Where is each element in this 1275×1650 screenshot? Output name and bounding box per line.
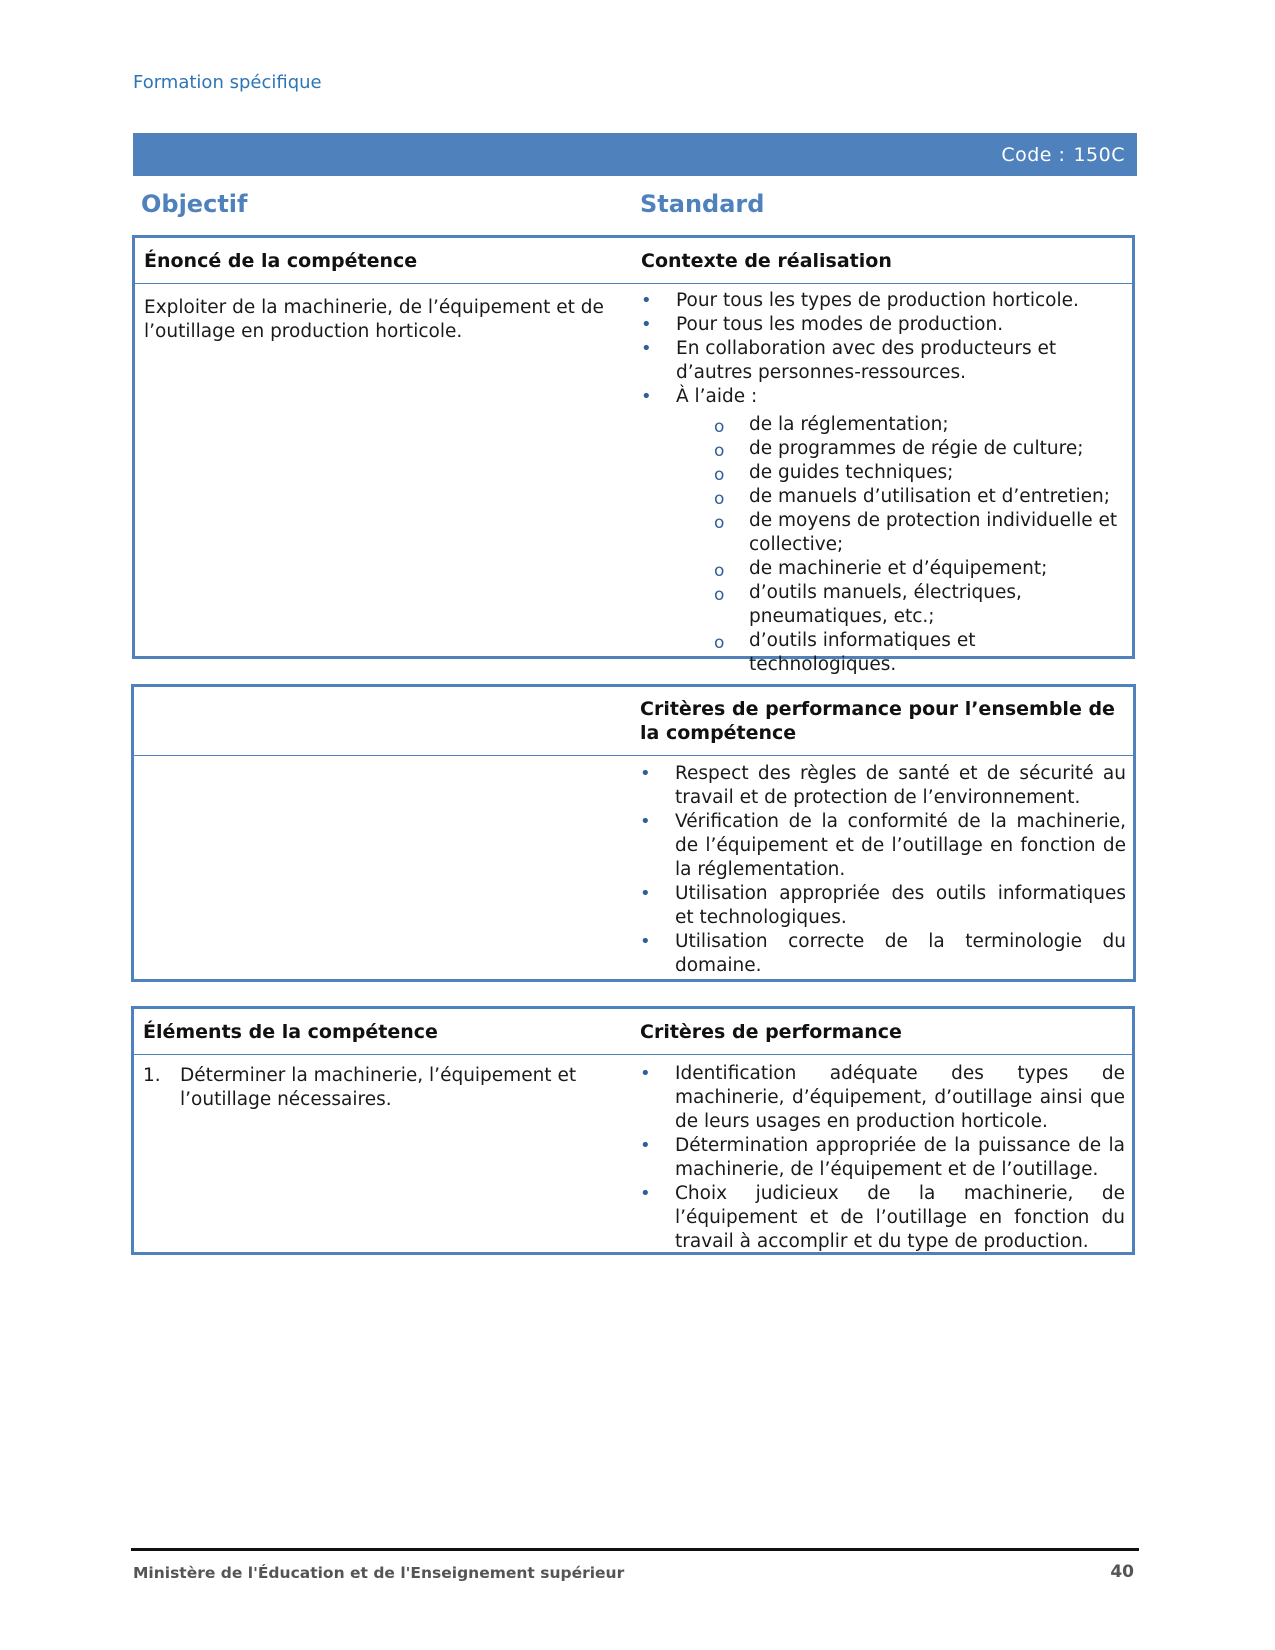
- context-list-cell: [633, 289, 1132, 677]
- section-title-standard: Standard: [640, 190, 765, 218]
- circle-bullet-icon: o: [714, 633, 725, 653]
- empty-cell: [134, 762, 632, 978]
- overall-criteria-cell: [632, 762, 1133, 978]
- list-item: • Pour tous les types de production horticole.: [641, 289, 1125, 313]
- sub-list-item: o de la réglementation;: [714, 414, 949, 437]
- aide-sublist: [676, 413, 1125, 677]
- list-item: • Choix judicieux de la machinerie, de l’équipement et de l’outillage en fonction du travail à accomplir et du type de production.: [640, 1182, 1125, 1254]
- competence-statement-table: [132, 235, 1135, 675]
- sub-list-item: o de guides techniques;: [714, 462, 954, 485]
- list-item: • Identification adéquate des types de machinerie, d’équipement, d’outillage ainsi que de leurs usages en production horticole.: [640, 1062, 1125, 1134]
- competence-statement: Exploiter de la machinerie, de l’équipement et de l’outillage en production horticole.: [144, 297, 604, 342]
- context-heading: Contexte de réalisation: [641, 249, 892, 272]
- overall-criteria-list: [640, 762, 1126, 978]
- circle-bullet-icon: o: [714, 417, 725, 437]
- circle-bullet-icon: o: [714, 561, 725, 581]
- overall-criteria-heading: Critères de performance pour l’ensemble de la compétence: [640, 698, 1115, 744]
- list-item: 1. Déterminer la machinerie, l’équipement et l’outillage nécessaires.: [143, 1065, 577, 1110]
- circle-bullet-icon: o: [714, 489, 725, 509]
- circle-bullet-icon: o: [714, 441, 725, 461]
- elements-heading: Éléments de la compétence: [143, 1020, 438, 1043]
- page-number: 40: [1110, 1562, 1134, 1582]
- table-body-row: [135, 284, 1132, 677]
- statement-heading: Énoncé de la compétence: [144, 249, 418, 272]
- list-item: • Utilisation appropriée des outils informatiques et technologiques.: [640, 882, 1126, 930]
- footer-publisher: Ministère de l'Éducation et de l'Enseignement supérieur: [133, 1564, 625, 1582]
- criteria-list: [640, 1062, 1125, 1254]
- aide-label: À l’aide :: [676, 386, 758, 407]
- list-item: • Utilisation correcte de la terminologie du domaine.: [640, 930, 1126, 978]
- table-body-row: [134, 756, 1133, 978]
- code-label: Code :: [1001, 143, 1066, 166]
- sub-list-item: o de moyens de protection individuelle et collective;: [714, 510, 1118, 555]
- list-item: • En collaboration avec des producteurs et d’autres personnes-ressources.: [641, 337, 1125, 385]
- section-title-objectif: Objectif: [141, 190, 248, 218]
- list-item: • Respect des règles de santé et de sécurité au travail et de protection de l’environnement.: [640, 762, 1126, 810]
- list-item: • Vérification de la conformité de la machinerie, de l’équipement et de l’outillage en fonction de la réglementation.: [640, 810, 1126, 882]
- table-header-row: [134, 687, 1133, 756]
- overall-criteria-table: [131, 684, 1136, 982]
- sub-list-item: o de manuels d’utilisation et d’entretien;: [714, 486, 1110, 509]
- criteria-cell: [632, 1062, 1132, 1254]
- context-list: [641, 289, 1125, 677]
- footer-divider: [131, 1548, 1139, 1551]
- list-item: • Pour tous les modes de production.: [641, 313, 1125, 337]
- list-item: • Détermination appropriée de la puissance de la machinerie, de l’équipement et de l’outillage.: [640, 1134, 1125, 1182]
- elements-table: [131, 1006, 1135, 1255]
- sub-list-item: o de machinerie et d’équipement;: [714, 558, 1048, 581]
- criteria-heading: Critères de performance: [640, 1020, 902, 1043]
- code-value: 150C: [1073, 143, 1125, 166]
- elements-list: [143, 1064, 618, 1112]
- table-body-row: [134, 1055, 1132, 1254]
- code-bar: [133, 133, 1137, 176]
- circle-bullet-icon: o: [714, 513, 725, 533]
- circle-bullet-icon: o: [714, 585, 725, 605]
- table-header-row: [134, 1009, 1132, 1055]
- sub-list-item: o d’outils manuels, électriques, pneumatiques, etc.;: [714, 582, 1022, 627]
- sub-list-item: o de programmes de régie de culture;: [714, 438, 1084, 461]
- table-header-row: [135, 238, 1132, 284]
- sub-list-item: o d’outils informatiques et technologiques.: [714, 630, 976, 675]
- circle-bullet-icon: o: [714, 465, 725, 485]
- list-item: [641, 385, 1125, 677]
- elements-cell: [134, 1062, 632, 1254]
- running-title: Formation spécifique: [133, 72, 322, 93]
